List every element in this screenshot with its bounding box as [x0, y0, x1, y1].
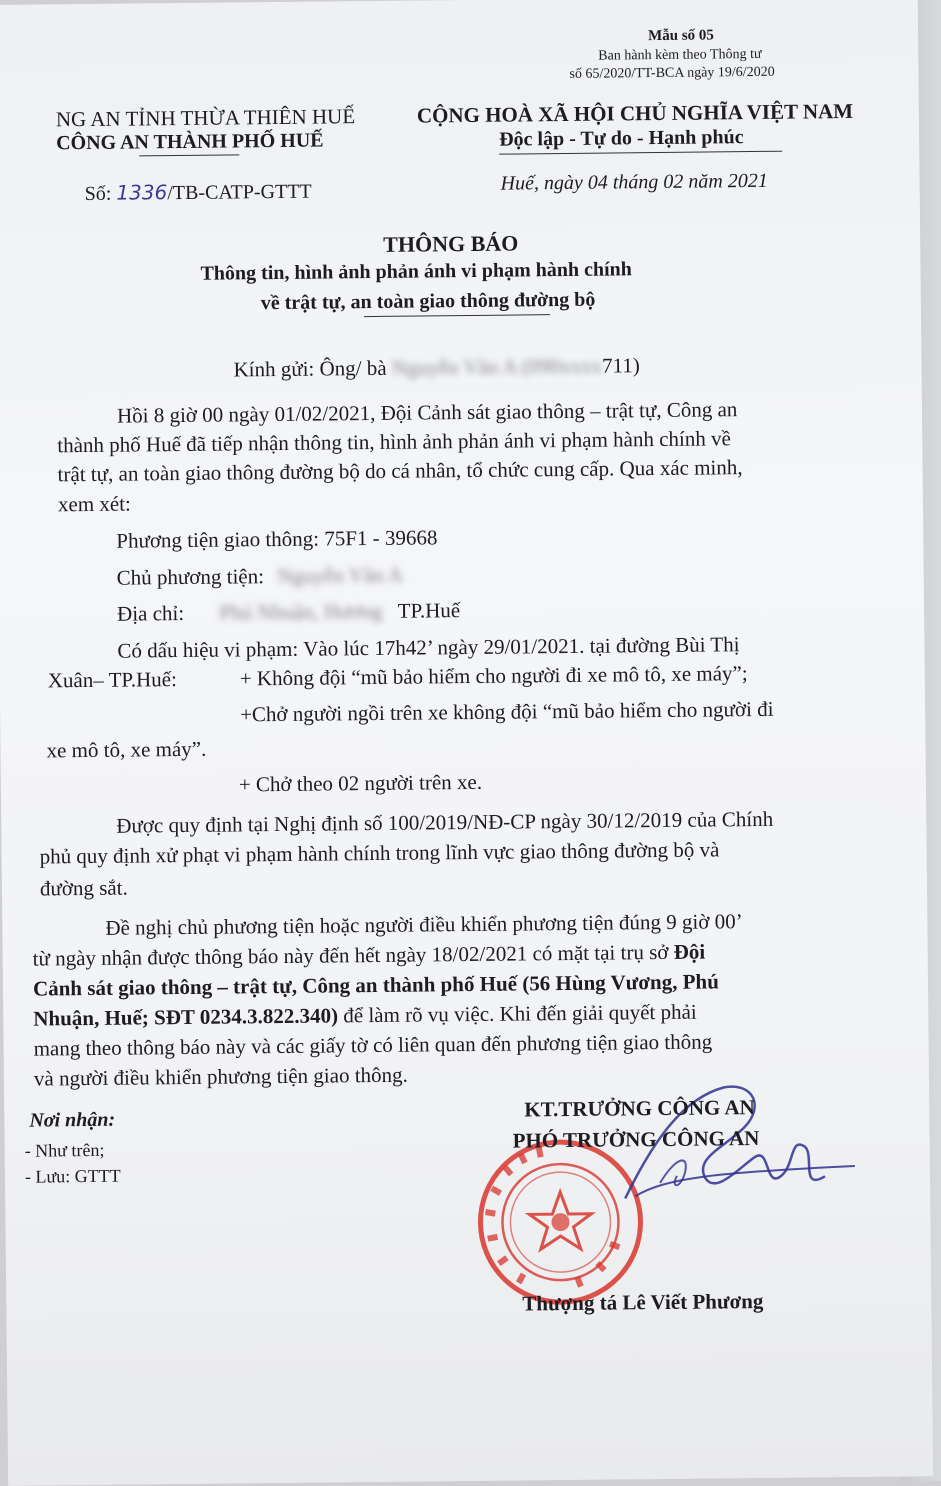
request-line4-bold: Nhuận, Huế; SĐT 0234.3.822.340)	[33, 1003, 339, 1031]
signature-role2: PHÓ TRƯỞNG CÔNG AN	[512, 1125, 760, 1153]
request-line2-bold: Đội	[673, 939, 706, 964]
form-number: Mẫu số 05	[647, 27, 714, 45]
address-suffix: TP.Huế	[397, 598, 461, 623]
request-line4-text: để làm rõ vụ việc. Khi đến giải quyết phải	[343, 999, 697, 1028]
owner-label: Chủ phương tiện:	[116, 564, 265, 590]
violation-item2-cont: xe mô tô, xe máy”.	[46, 736, 207, 763]
agency-underline	[139, 154, 239, 156]
body-p1-line2: thành phố Huế đã tiếp nhận thông tin, hình ảnh phản ánh vi phạm hành chính về	[57, 426, 732, 458]
address-line	[117, 598, 460, 627]
violation-location: Xuân– TP.Huế:	[47, 667, 177, 693]
request-line4	[33, 1000, 697, 1032]
form-issued-line2: số 65/2020/TT-BCA ngày 19/6/2020	[569, 64, 775, 82]
body-p1-line4: xem xét:	[57, 491, 131, 517]
violation-item2: +Chở người ngồi trên xe không đội “mũ bảo hiểm cho người đi	[240, 696, 774, 727]
agency-name: CÔNG AN THÀNH PHỐ HUẾ	[56, 129, 324, 155]
motto-underline	[499, 151, 782, 155]
violation-item1: + Không đội “mũ bảo hiểm cho người đi xe mô tô, xe máy”;	[239, 661, 748, 691]
request-line5: mang theo thông báo này và các giấy tờ có liên quan đến phương tiện giao thông	[33, 1029, 713, 1061]
body-p1-line1: Hồi 8 giờ 00 ngày 01/02/2021, Đội Cảnh sát giao thông – trật tự, Công an	[116, 397, 738, 428]
regulation-line3: đường sắt.	[39, 875, 128, 901]
national-title: CỘNG HOÀ XÃ HỘI CHỦ NGHĨA VIỆT NAM	[416, 98, 854, 128]
vehicle-info: Phương tiện giao thông: 75F1 - 39668	[116, 525, 438, 553]
recipients-item1: - Như trên;	[24, 1139, 105, 1161]
form-issued-line1: Ban hành kèm theo Thông tư	[598, 46, 762, 64]
address-redacted: Phú Nhuận, Hương	[219, 598, 383, 625]
violation-item3: + Chở theo 02 người trên xe.	[238, 769, 483, 797]
document-date: Huế, ngày 04 tháng 02 năm 2021	[500, 169, 768, 195]
signature-role1: KT.TRƯỞNG CÔNG AN	[524, 1095, 755, 1122]
request-line6: và người điều khiển phương tiện giao thông.	[33, 1062, 408, 1091]
violation-line1: Có dấu hiệu vi phạm: Vào lúc 17h42’ ngày 29/01/2021. tại đường Bùi Thị	[117, 632, 740, 663]
request-line2-text: từ ngày nhận được thông báo này đến hết ngày 18/02/2021 có mặt tại trụ sở	[32, 939, 669, 971]
owner-line	[117, 563, 403, 591]
recipient-label: Kính gửi: Ông/ bà	[233, 355, 387, 382]
reference-handwritten-number: 1336	[116, 180, 168, 205]
document-subtitle-line1: Thông tin, hình ảnh phản ánh vi phạm hành chính	[200, 258, 632, 285]
recipients-item2: - Lưu: GTTT	[24, 1165, 121, 1187]
recipients-title: Nơi nhận:	[29, 1108, 116, 1132]
request-line1: Đề nghị chủ phương tiện hoặc người điều khiển phương tiện đúng 9 giờ 00’	[105, 909, 743, 940]
request-line3: Cảnh sát giao thông – trật tự, Công an thành phố Huế (56 Hùng Vương, Phú	[32, 969, 719, 1001]
regulation-line2: phủ quy định xử phạt vi phạm hành chính trong lĩnh vực giao thông đường bộ và	[39, 837, 720, 869]
signatory-name: Thượng tá Lê Viết Phương	[522, 1288, 764, 1316]
subtitle-underline	[364, 314, 550, 317]
recipient-line	[233, 353, 640, 382]
owner-redacted: Nguyễn Văn A	[277, 562, 403, 589]
address-label: Địa chỉ:	[116, 600, 185, 626]
reference-suffix: /TB-CATP-GTTT	[167, 180, 312, 205]
body-p1-line3: trật tự, an toàn giao thông đường bộ do cá nhân, tổ chức cung cấp. Qua xác minh,	[57, 455, 743, 487]
recipient-redacted: Nguyễn Văn A (090xxxx	[391, 353, 603, 380]
national-motto: Độc lập - Tự do - Hạnh phúc	[499, 126, 744, 151]
reference-prefix: Số:	[84, 182, 112, 206]
recipient-suffix: 711)	[601, 353, 640, 378]
agency-parent: NG AN TỈNH THỪA THIÊN HUẾ	[55, 104, 356, 132]
document-subtitle-line2: về trật tự, an toàn giao thông đường bộ	[260, 288, 596, 315]
document-title: THÔNG BÁO	[383, 230, 519, 257]
regulation-line1: Được quy định tại Nghị định số 100/2019/NĐ-CP ngày 30/12/2019 của Chính	[116, 806, 774, 838]
document-reference	[85, 179, 312, 206]
request-line2	[33, 940, 706, 972]
